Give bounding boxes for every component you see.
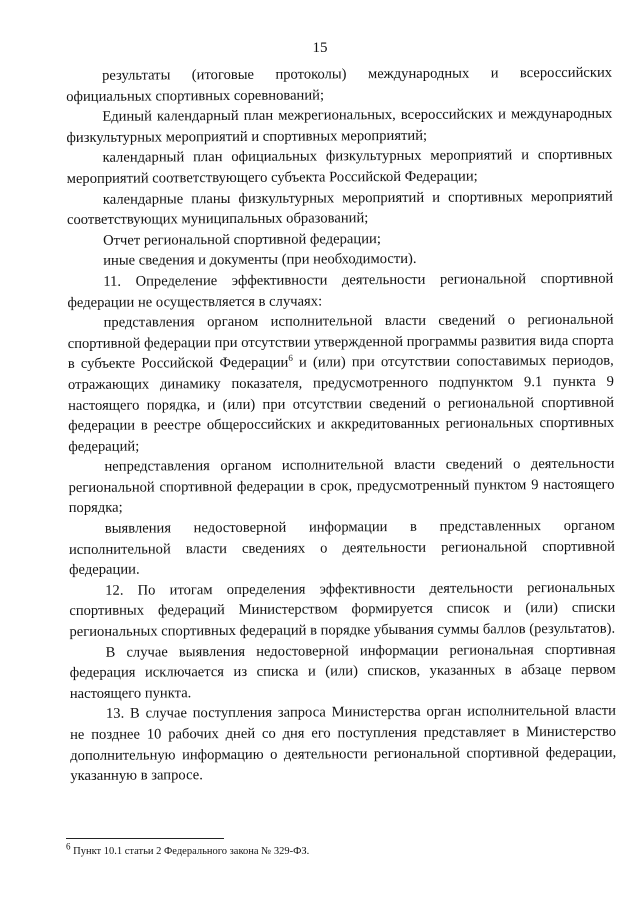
paragraph-program-absence-part2: и (или) при отсутствии сопоставимых периодов, отражающих динамику показателя, предусмотренного подпунктом 9.1 пункта 9 настоящего порядка, и (или) при отсутствии сведений о региональной спортивной федерации в реестре общероссийских и аккредитованных региональных спортивных федераций; <box>67 352 615 455</box>
document-body <box>66 63 616 787</box>
footnote-reference: 6 <box>288 353 293 364</box>
paragraph-item-11: 11. Определение эффективности деятельности региональной спортивной федерации не осуществляется в случаях: <box>67 270 614 311</box>
paragraph-false-information: выявления недостоверной информации в представленных органом исполнительной власти сведениях о деятельности региональной спортивной федерации. <box>68 517 615 579</box>
paragraph-exclusion: В случае выявления недостоверной информации региональная спортивная федерация исключается из списка и (или) списков, указанных в абзаце первом настоящего пункта. <box>69 641 616 702</box>
footnote-marker: 6 <box>66 841 71 852</box>
paragraph-non-submission: непредставления органом исполнительной власти сведений о деятельности региональной спортивной федерации в срок, предусмотренный пунктом 9 настоящего порядка; <box>68 455 615 517</box>
paragraph-regional-calendar: календарный план официальных физкультурных мероприятий и спортивных мероприятий соответствующего субъекта Российской Федерации; <box>66 147 613 187</box>
paragraph-unified-calendar: Единый календарный план межрегиональных, всероссийских и международных физкультурных мероприятий и спортивных мероприятий; <box>66 105 613 146</box>
paragraph-other-documents: иные сведения и документы (при необходимости). <box>103 251 417 270</box>
paragraph-results-protocols: результаты (итоговые протоколы) международных и всероссийских официальных спортивных соревнований; <box>66 64 613 105</box>
paragraph-program-absence <box>68 310 615 457</box>
paragraph-program-absence-part1: представления органом исполнительной власти сведений о региональной спортивной федерации при отсутствии утвержденной программы развития вида спорта в субъекте Российской Федерации <box>67 311 614 373</box>
paragraph-item-12: 12. По итогам определения эффективности деятельности региональных спортивных федераций Министерством формируется список и (или) списки региональных спортивных федераций в порядке убывания суммы баллов (результатов). <box>69 579 616 641</box>
page-number: 15 <box>312 40 328 56</box>
footnote-separator <box>66 838 224 839</box>
footnote-text: Пункт 10.1 статьи 2 Федерального закона № 329-ФЗ. <box>70 846 310 857</box>
paragraph-item-13: 13. В случае поступления запроса Министерства орган исполнительной власти не позднее 10 рабочих дней со дня его поступления представляет в Министерство дополнительную информацию о деятельности региональной спортивной федерации, указанную в запросе. <box>70 703 617 785</box>
footnote <box>66 841 586 859</box>
paragraph-federation-report: Отчет региональной спортивной федерации; <box>103 230 381 249</box>
paragraph-municipal-calendars: календарные планы физкультурных мероприятий и спортивных мероприятий соответствующих муниципальных образований; <box>66 188 613 229</box>
